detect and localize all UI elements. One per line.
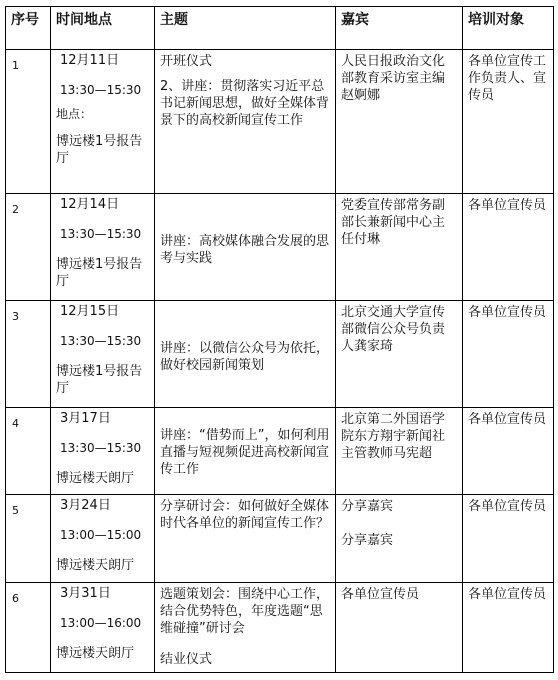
date-text: 3月17日 — [60, 411, 111, 426]
header-no: 序号 — [6, 7, 51, 50]
time-place-cell — [51, 495, 155, 583]
guest-cell — [336, 50, 463, 194]
row-number: 4 — [6, 408, 51, 495]
audience-cell: 各单位宣传员 — [463, 408, 554, 495]
place-text: 博远楼天朗厅 — [56, 471, 135, 486]
guest-text: 北京第二外国语学院东方翔宇新闻社主管教师马宪超 — [341, 412, 446, 461]
hours-text: 13:00—16:00 — [60, 616, 142, 630]
time-place-cell — [51, 408, 155, 495]
schedule-table — [5, 6, 554, 673]
audience-cell: 各单位宣传员 — [463, 301, 554, 408]
row-number: 6 — [6, 583, 51, 673]
audience-cell: 各单位宣传员 — [463, 495, 554, 583]
time-place-cell — [51, 50, 155, 194]
hours-text: 13:30—15:30 — [60, 441, 142, 455]
audience-cell: 各单位宣传员 — [463, 194, 554, 301]
table-row — [6, 301, 554, 408]
topic-cell — [155, 583, 336, 673]
hours-text: 13:30—15:30 — [60, 83, 142, 97]
header-topic: 主题 — [155, 7, 336, 50]
guest-cell — [336, 301, 463, 408]
row-number: 5 — [6, 495, 51, 583]
place-text: 博远楼1号报告厅 — [56, 257, 143, 289]
place-label: 地点： — [56, 107, 93, 121]
date-text: 3月24日 — [60, 498, 111, 513]
time-place-cell — [51, 301, 155, 408]
hours-text: 13:30—15:30 — [60, 334, 142, 348]
topic-text: 讲座：“借势而上”，如何利用直播与短视频促进高校新闻宣传工作 — [160, 428, 330, 477]
date-text: 12月11日 — [60, 53, 120, 68]
row-number: 3 — [6, 301, 51, 408]
date-text: 12月15日 — [60, 304, 120, 319]
guest-text: 分享嘉宾 — [341, 499, 394, 514]
topic-cell — [155, 301, 336, 408]
header-guest: 嘉宾 — [336, 7, 463, 50]
date-text: 12月14日 — [60, 197, 120, 212]
place-text: 博远楼天朗厅 — [56, 646, 135, 661]
place-text: 博远楼1号报告厅 — [56, 364, 143, 396]
audience-cell: 各单位宣传员 — [463, 583, 554, 673]
guest-text: 北京交通大学宣传部微信公众号负责人龚家琦 — [341, 305, 446, 354]
place-text: 博远楼1号报告厅 — [56, 134, 143, 166]
topic-cell — [155, 495, 336, 583]
topic-text: 开班仪式 — [160, 54, 213, 69]
table-row — [6, 408, 554, 495]
row-number: 1 — [6, 50, 51, 194]
topic-text: 2、讲座：贯彻落实习近平总书记新闻思想，做好全媒体背景下的高校新闻宣传工作 — [160, 79, 330, 128]
table-header-row — [6, 7, 554, 50]
table-row — [6, 495, 554, 583]
topic-text: 讲座：高校媒体融合发展的思考与实践 — [160, 234, 330, 266]
hours-text: 13:30—15:30 — [60, 227, 142, 241]
audience-cell: 各单位宣传工作负责人、宣传员 — [463, 50, 554, 194]
place-text: 博远楼天朗厅 — [56, 558, 135, 573]
topic-text: 选题策划会：围绕中心工作，结合优势特色，年度选题“思维碰撞”研讨会 — [160, 587, 330, 636]
guest-cell — [336, 408, 463, 495]
topic-cell — [155, 194, 336, 301]
header-time-place: 时间地点 — [51, 7, 155, 50]
topic-text: 结业仪式 — [160, 652, 213, 667]
table-row — [6, 583, 554, 673]
guest-text: 党委宣传部常务副部长兼新闻中心主任付琳 — [341, 198, 446, 247]
guest-text: 分享嘉宾 — [341, 533, 394, 548]
topic-text: 分享研讨会：如何做好全媒体时代各单位的新闻宣传工作？ — [160, 499, 330, 531]
topic-cell — [155, 408, 336, 495]
guest-cell — [336, 194, 463, 301]
time-place-cell — [51, 194, 155, 301]
guest-cell — [336, 583, 463, 673]
table-row — [6, 50, 554, 194]
topic-cell — [155, 50, 336, 194]
topic-text: 讲座：以微信公众号为依托，做好校园新闻策划 — [160, 341, 330, 373]
guest-text: 各单位宣传员 — [341, 587, 420, 602]
guest-cell — [336, 495, 463, 583]
time-place-cell — [51, 583, 155, 673]
row-number: 2 — [6, 194, 51, 301]
guest-text: 人民日报政治文化部教育采访室主编赵婀娜 — [341, 54, 446, 103]
date-text: 3月31日 — [60, 586, 111, 601]
table-row — [6, 194, 554, 301]
hours-text: 13:00—15:00 — [60, 528, 142, 542]
header-audience: 培训对象 — [463, 7, 554, 50]
